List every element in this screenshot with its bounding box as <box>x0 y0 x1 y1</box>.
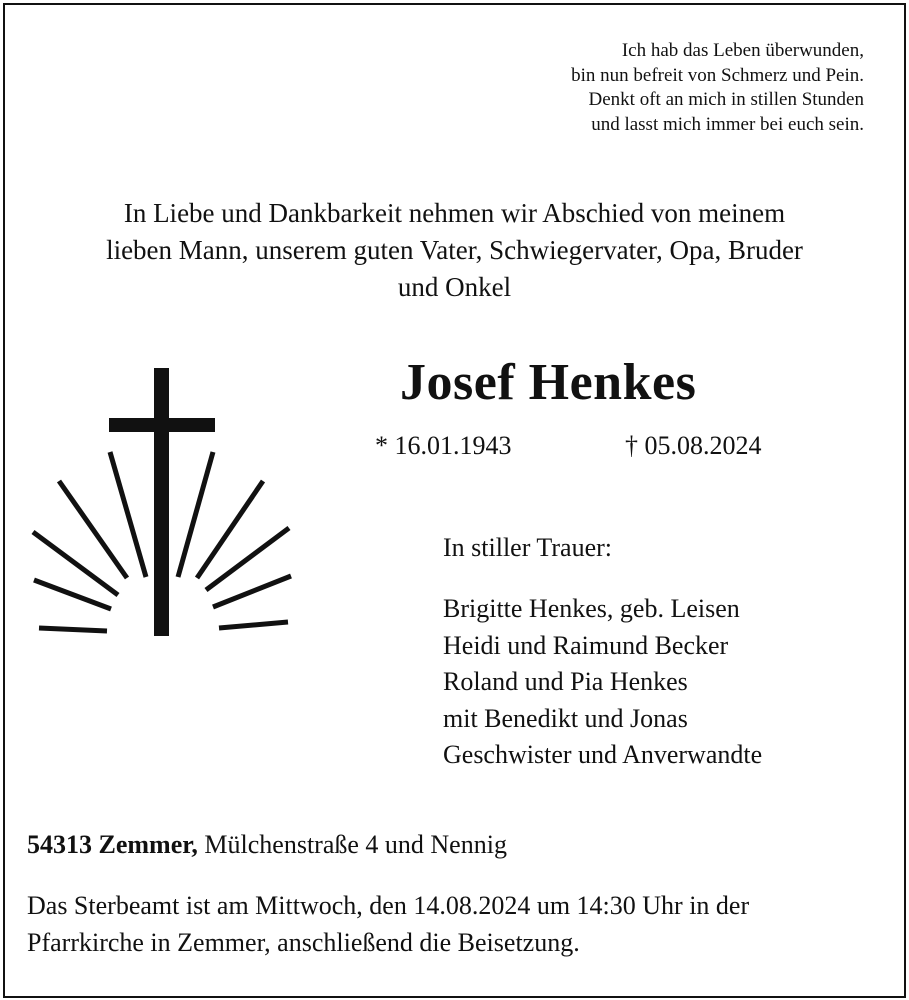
mourners-list <box>443 591 762 774</box>
memorial-poem <box>571 39 864 137</box>
intro-line: und Onkel <box>397 272 512 302</box>
mourners-heading: In stiller Trauer: <box>443 533 612 562</box>
poem-line: bin nun befreit von Schmerz und Pein. <box>571 64 864 86</box>
mourner-name: Heidi und Raimund Becker <box>443 630 729 660</box>
service-line: Pfarrkirche in Zemmer, anschließend die Beisetzung. <box>27 928 580 957</box>
poem-line: und lasst mich immer bei euch sein. <box>591 113 864 135</box>
funeral-service-info <box>27 887 884 961</box>
mourner-name: Brigitte Henkes, geb. Leisen <box>443 594 740 623</box>
deceased-name: Josef Henkes <box>400 354 697 411</box>
obituary-notice <box>3 3 906 998</box>
service-line: Das Sterbeamt ist am Mittwoch, den 14.08.2024 um 14:30 Uhr in der <box>27 891 750 920</box>
intro-line: In Liebe und Dankbarkeit nehmen wir Abschied von meinem <box>123 198 786 228</box>
birth-date: * 16.01.1943 <box>375 431 512 460</box>
mourner-name: mit Benedikt und Jonas <box>443 703 688 733</box>
farewell-intro <box>5 195 904 306</box>
address-street: Mülchenstraße 4 und Nennig <box>197 830 507 859</box>
death-date: † 05.08.2024 <box>625 431 762 460</box>
address-place: 54313 Zemmer, <box>27 830 198 859</box>
mourner-name: Geschwister und Anverwandte <box>443 740 763 769</box>
mourner-name: Roland und Pia Henkes <box>443 667 688 696</box>
poem-line: Ich hab das Leben überwunden, <box>621 40 864 61</box>
family-address <box>27 830 507 860</box>
cross-with-rays-icon <box>25 360 305 650</box>
intro-line: lieben Mann, unserem guten Vater, Schwiegervater, Opa, Bruder <box>106 235 803 265</box>
poem-line: Denkt oft an mich in stillen Stunden <box>588 89 864 110</box>
